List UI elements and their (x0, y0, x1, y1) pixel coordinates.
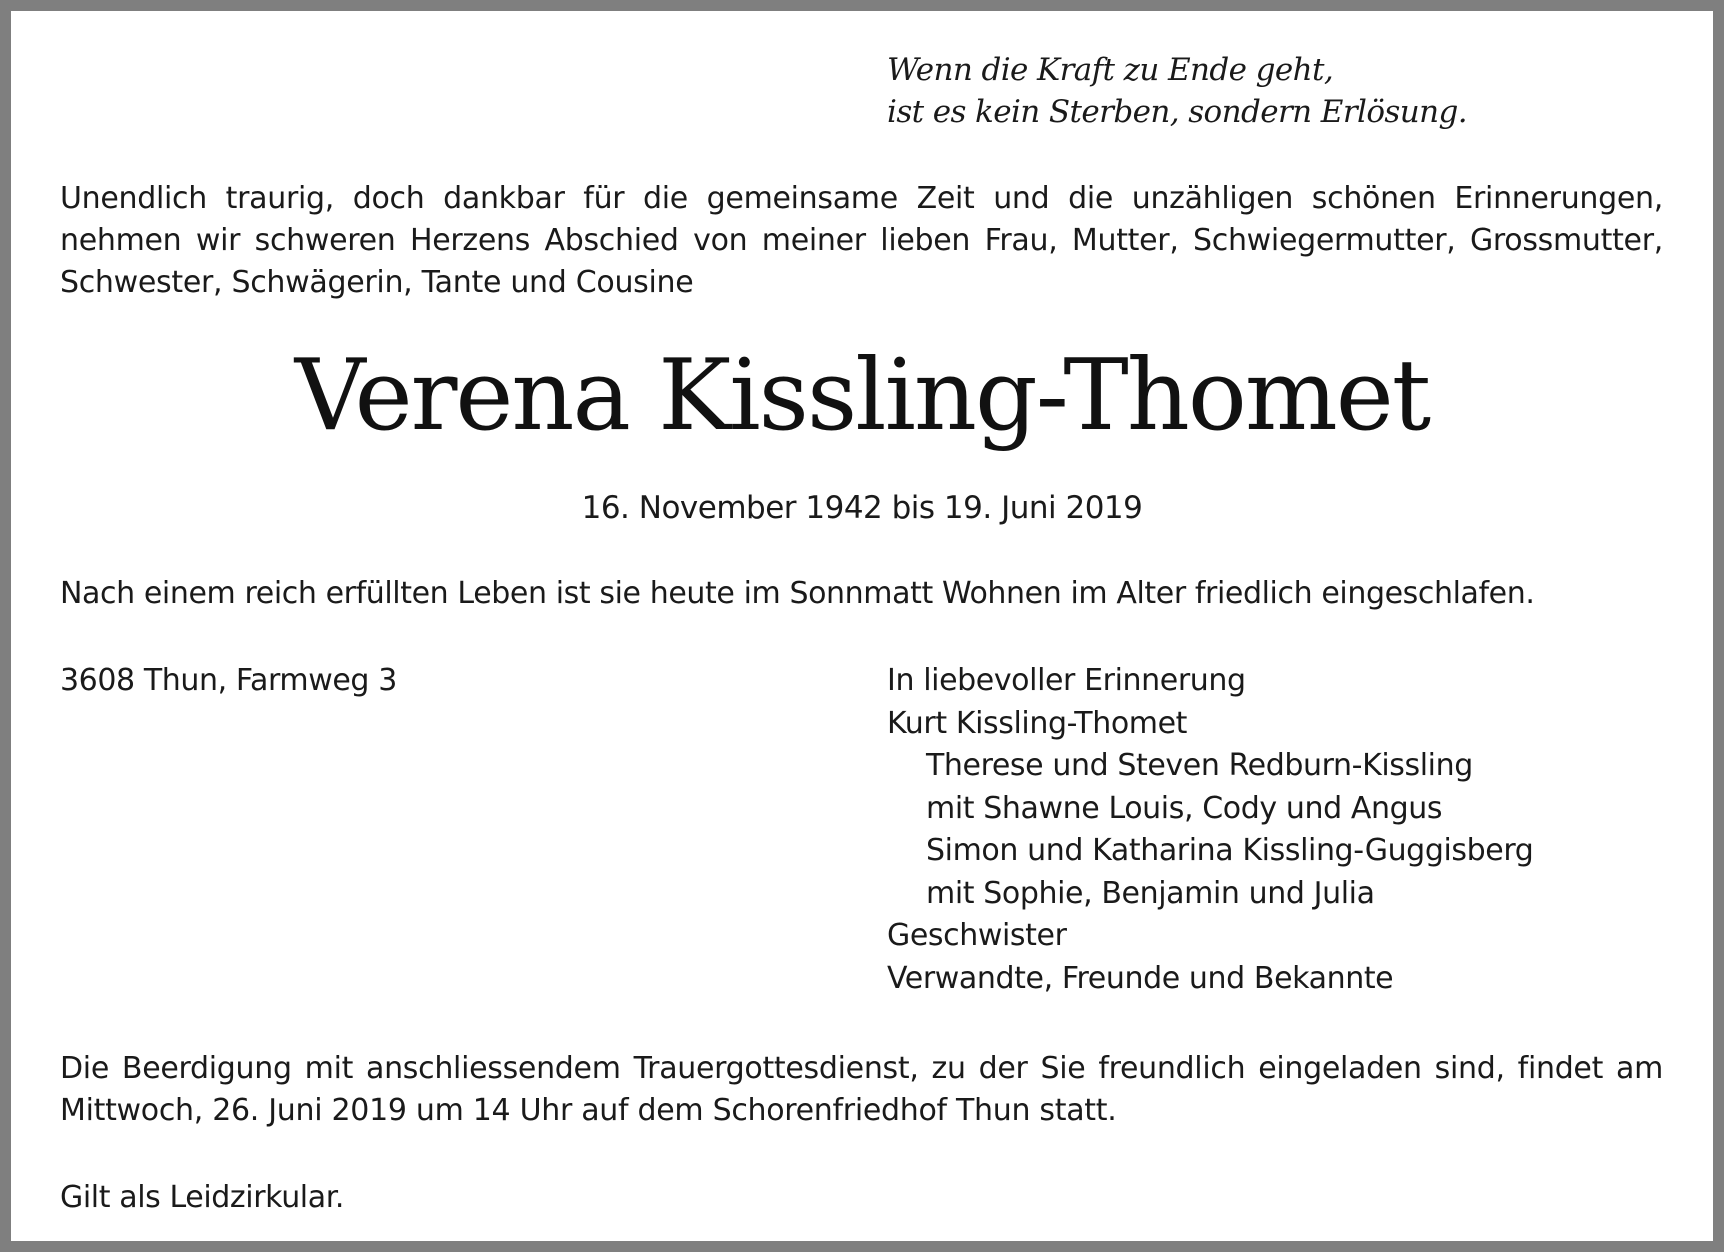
footer-note: Gilt als Leidzirkular. (60, 1180, 345, 1215)
family-address: 3608 Thun, Farmweg 3 (60, 663, 397, 698)
motto-line: Wenn die Kraft zu Ende geht, (887, 52, 1334, 88)
mourner-line: Therese und Steven Redburn-Kissling (926, 748, 1473, 783)
mourners-list (887, 660, 1533, 1000)
motto-line: ist es kein Sterben, sondern Erlösung. (887, 94, 1467, 130)
motto-quote (887, 49, 1467, 133)
mourner-line: Verwandte, Freunde und Bekannte (887, 960, 1394, 996)
life-dates: 16. November 1942 bis 19. Juni 2019 (581, 490, 1143, 526)
mourner-line: Geschwister (887, 918, 1067, 953)
mourner-line: mit Shawne Louis, Cody und Angus (926, 790, 1443, 826)
mourner-line: mit Sophie, Benjamin und Julia (926, 875, 1375, 911)
passing-paragraph: Nach einem reich erfüllten Leben ist sie heute im Sonnmatt Wohnen im Alter friedlich eingeschlafen. (60, 576, 1535, 611)
funeral-paragraph: Die Beerdigung mit anschliessendem Trauergottesdienst, zu der Sie freundlich eingeladen sind, findet am Mittwoch, 26. Juni 2019 um 14 Uhr auf dem Schorenfriedhof Thun statt. (60, 1051, 1663, 1128)
deceased-name: Verena Kissling-Thomet (294, 339, 1430, 453)
mourner-line: Simon und Katharina Kissling-Guggisberg (926, 833, 1534, 868)
mourner-line: Kurt Kissling-Thomet (887, 705, 1188, 741)
intro-paragraph: Unendlich traurig, doch dankbar für die gemeinsame Zeit und die unzähligen schönen Erinnerungen, nehmen wir schweren Herzens Abschied von meiner lieben Frau, Mutter, Schwiegermutter, Grossmutter, Schwester, Schwägerin, Tante und Cousine (60, 181, 1663, 300)
obituary-notice (11, 11, 1713, 1241)
mourner-line: In liebevoller Erinnerung (887, 663, 1246, 698)
